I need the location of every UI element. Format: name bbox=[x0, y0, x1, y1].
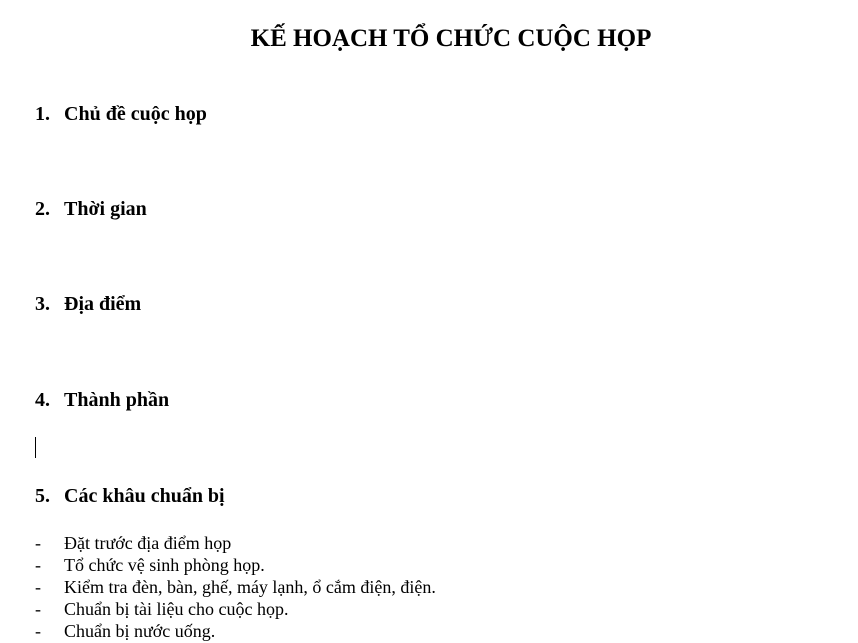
list-item bbox=[35, 576, 436, 598]
section-title: Chủ đề cuộc họp bbox=[64, 103, 207, 125]
section-title: Địa điểm bbox=[64, 293, 142, 315]
section-number: 5. bbox=[35, 485, 50, 507]
list-bullet: - bbox=[35, 533, 41, 553]
section-heading-participants bbox=[35, 387, 169, 413]
list-bullet: - bbox=[35, 555, 41, 575]
section-heading-preparation bbox=[35, 483, 225, 509]
section-title: Các khâu chuẩn bị bbox=[64, 485, 225, 507]
text-cursor[interactable] bbox=[35, 437, 36, 458]
list-item-text: Chuẩn bị nước uống. bbox=[64, 621, 216, 641]
preparation-list bbox=[35, 532, 436, 642]
list-item bbox=[35, 620, 436, 642]
list-bullet: - bbox=[35, 621, 41, 641]
section-number: 4. bbox=[35, 389, 50, 411]
document-title: KẾ HOẠCH TỔ CHỨC CUỘC HỌP bbox=[250, 25, 652, 52]
list-item-text: Đặt trước địa điểm họp bbox=[64, 533, 232, 553]
list-item-text: Tổ chức vệ sinh phòng họp. bbox=[64, 555, 265, 575]
section-title: Thời gian bbox=[64, 198, 147, 220]
section-number: 1. bbox=[35, 103, 50, 125]
section-heading-location bbox=[35, 291, 141, 317]
list-item-text: Chuẩn bị tài liệu cho cuộc họp. bbox=[64, 599, 289, 619]
section-number: 2. bbox=[35, 198, 50, 220]
list-item bbox=[35, 598, 436, 620]
list-item bbox=[35, 554, 436, 576]
list-bullet: - bbox=[35, 599, 41, 619]
list-bullet: - bbox=[35, 577, 41, 597]
section-title: Thành phần bbox=[64, 389, 170, 411]
section-heading-topic bbox=[35, 101, 207, 127]
list-item bbox=[35, 532, 436, 554]
section-heading-time bbox=[35, 196, 147, 222]
section-number: 3. bbox=[35, 293, 50, 315]
list-item-text: Kiểm tra đèn, bàn, ghế, máy lạnh, ổ cắm điện, điện. bbox=[64, 577, 436, 597]
